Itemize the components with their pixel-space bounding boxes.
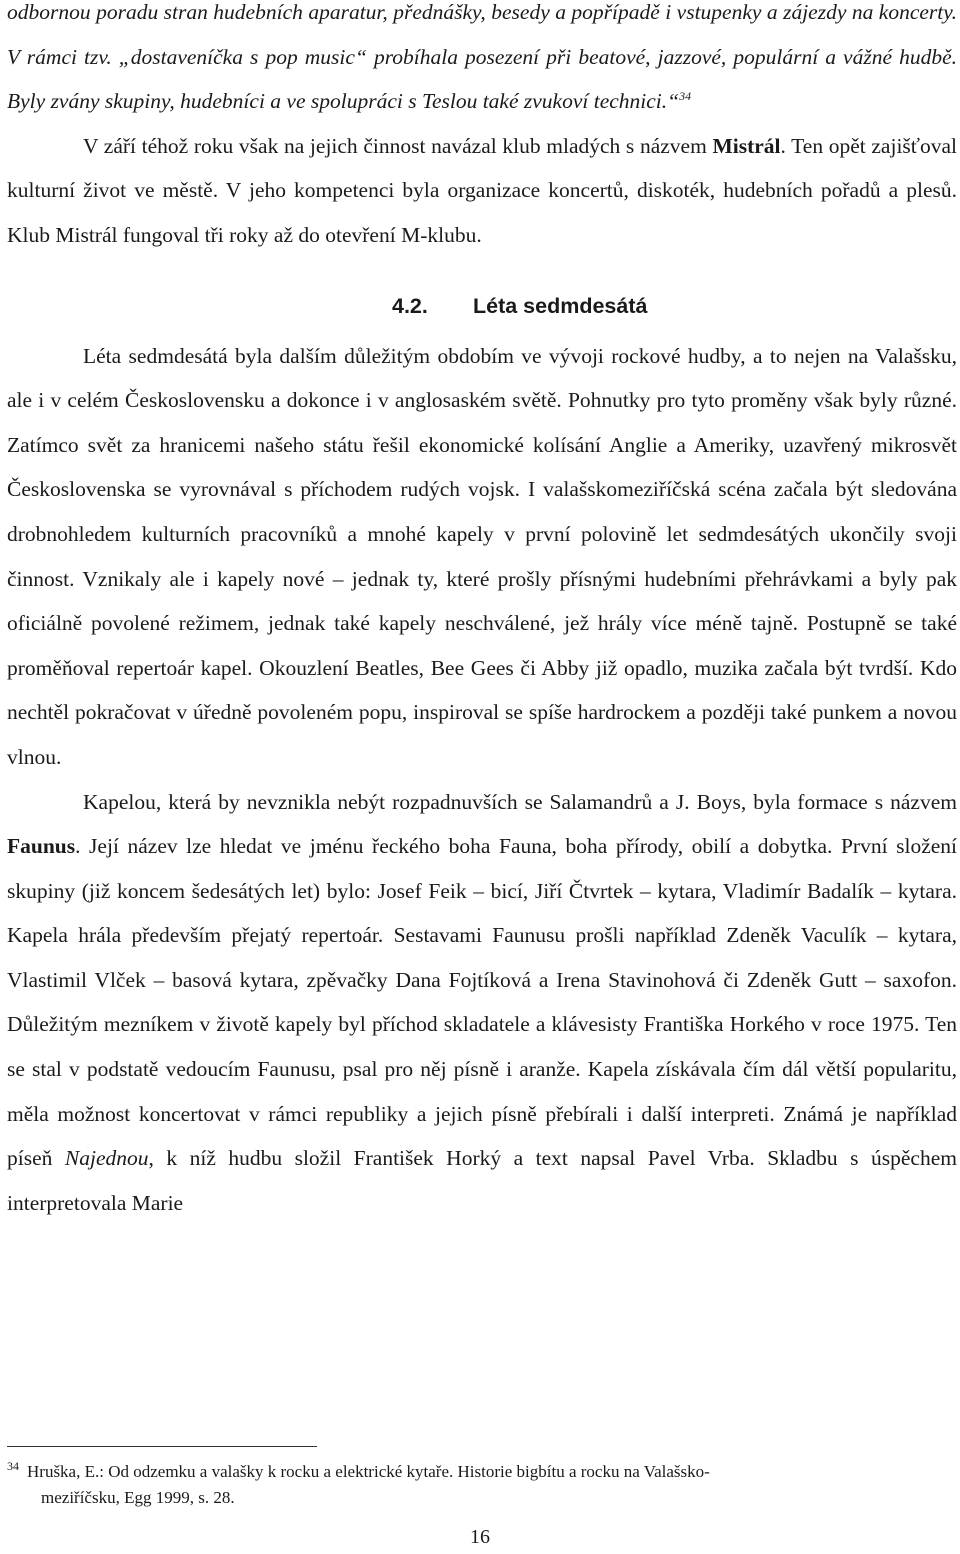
paragraph-dostavenicko bbox=[7, 0, 957, 124]
paragraph-text: V září téhož roku však na jejich činnost navázal klub mladých s názvem bbox=[83, 133, 713, 158]
paragraph-mistral bbox=[7, 124, 957, 258]
paragraph-seventies: Léta sedmdesátá byla dalším důležitým obdobím ve vývoji rockové hudby, a to nejen na Valašsku, ale i v celém Československu a dokonce i v anglosaském světě. Pohnutky pro tyto proměny však byly různé. Zatímco svět za hranicemi našeho státu řešil ekonomické kolísání Anglie a Ameriky, uzavřený mikrosvět Československa se vyrovnával s příchodem rudých vojsk. I valašskomeziříčská scéna začala být sledována drobnohledem kulturních pracovníků a mnohé kapely v první polovině let sedmdesátých ukončily svoji činnost. Vznikaly ale i kapely nové – jednak ty, které prošly přísnými hudebními přehrávkami a byly pak oficiálně povolené režimem, jednak také kapely neschválené, jež hrály více méně tajně. Postupně se také proměňoval repertoár kapel. Okouzlení Beatles, Bee Gees či Abby již opadlo, muzika začala být tvrdší. Kdo nechtěl pokračovat v úředně povoleném popu, inspiroval se spíše hardrockem a později také punkem a novou vlnou. bbox=[7, 343, 957, 769]
footnote-text-continued: meziříčsku, Egg 1999, s. 28. bbox=[41, 1488, 235, 1507]
paragraph-text: . Ten opět zajišťoval kulturní život ve městě. V jeho kompetenci byla organizace koncertů, diskoték, hudebních pořadů a plesů. Klub Mistrál fungoval tři roky až do otevření M-klubu. bbox=[7, 133, 957, 247]
section-number: 4.2. bbox=[392, 293, 428, 318]
paragraph-text: Kapelou, která by nevznikla nebýt rozpadnuvších se Salamandrů a J. Boys, byla formace s názvem bbox=[83, 789, 957, 814]
footnote-text: Hruška, E.: Od odzemku a valašky k rocku a elektrické kytaře. Historie bigbítu a rocku na Valašsko- bbox=[27, 1462, 710, 1481]
page-number: 16 bbox=[470, 1526, 490, 1548]
club-name-mistral: Mistrál bbox=[712, 133, 781, 158]
footnote-divider bbox=[7, 1446, 317, 1447]
section-heading bbox=[7, 284, 957, 334]
paragraph-text: odbornou poradu stran hudebních aparatur, přednášky, besedy a popřípadě i vstupenky a zájezdy na koncerty. V rámci tzv. „dostaveníčka s pop music“ probíhala posezení při beatové, jazzové, populární a vážné hudbě. Byly zvány skupiny, hudebníci a ve spolupráci s Teslou také zvukoví technici.“ bbox=[7, 0, 957, 114]
band-name-faunus: Faunus bbox=[7, 834, 76, 859]
footnote: 34 Hruška, E.: Od odzemku a valašky k rocku a elektrické kytaře. Historie bigbítu a rocku na Valašsko- meziříčsku, Egg 1999, s. 28. bbox=[7, 1459, 957, 1511]
footnote-reference: 34 bbox=[679, 89, 692, 104]
section-title: Léta sedmdesátá bbox=[473, 293, 648, 318]
song-title: Najednou bbox=[64, 1146, 149, 1171]
paragraph-text: . Její název lze hledat ve jménu řeckého boha Fauna, boha přírody, obilí a dobytka. První složení skupiny (již koncem šedesátých let) bylo: Josef Feik – bicí, Jiří Čtvrtek – kytara, Vladimír Badalík – kytara. Kapela hrála především přejatý repertoár. Sestavami Faunusu prošli například Zdeněk Vaculík – kytara, Vlastimil Vlček – basová kytara, zpěvačky Dana Fojtíková a Irena Stavinohová či Zdeněk Gutt – saxofon. Důležitým mezníkem v životě kapely byl příchod skladatele a klávesisty Františka Horkého v roce 1975. Ten se stal v podstatě vedoucím Faunusu, psal pro něj písně i aranže. Kapela získávala čím dál větší popularitu, měla možnost koncertovat v rámci republiky a jejich písně přebírali i další interpreti. Známá je například píseň bbox=[7, 834, 957, 1171]
document-page bbox=[7, 0, 957, 1225]
paragraph-text: , k níž hudbu složil František Horký a text napsal Pavel Vrba. Skladbu s úspěchem interpretovala Marie bbox=[7, 1146, 957, 1215]
paragraph-faunus bbox=[7, 780, 957, 1226]
